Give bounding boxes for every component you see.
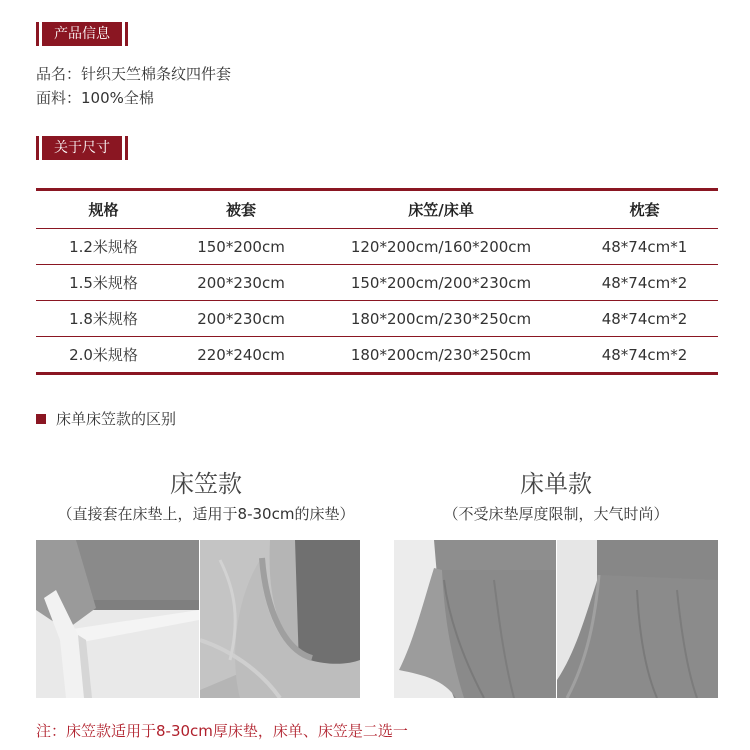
cell-spec: 1.8米规格: [36, 301, 171, 337]
cell-duvet: 150*200cm: [171, 229, 311, 265]
table-row: [36, 229, 718, 265]
cell-sheet: 120*200cm/160*200cm: [311, 229, 571, 265]
compare-title-text: 床单床笠款的区别: [56, 410, 177, 428]
tag-left-bar: [36, 22, 39, 46]
fitted-bed-photo: [36, 540, 199, 698]
table-row: [36, 301, 718, 337]
cell-pillowcase: 48*74cm*2: [571, 265, 718, 301]
cell-sheet: 180*200cm/230*250cm: [311, 301, 571, 337]
tag-right-bar: [125, 136, 128, 160]
table-bottom-rule: [36, 372, 718, 375]
header-sheet: 床笠/床单: [408, 201, 474, 219]
section-tag-product-info: [36, 22, 128, 46]
section-tag-size: [36, 136, 128, 160]
fitted-title: 床笠款: [170, 470, 242, 498]
header-duvet: 被套: [225, 201, 256, 219]
tag-left-bar: [36, 136, 39, 160]
flat-sheet-corner-photo: [557, 540, 718, 698]
section-tag-label: 关于尺寸: [42, 136, 122, 160]
flat-title: 床单款: [520, 470, 592, 498]
product-name: 品名：针织天竺棉条纹四件套: [36, 65, 232, 83]
cell-sheet: 150*200cm/200*230cm: [311, 265, 571, 301]
size-table: [36, 188, 718, 375]
fitted-corner-photo: [200, 540, 360, 698]
cell-pillowcase: 48*74cm*1: [571, 229, 718, 265]
flat-desc: （不受床垫厚度限制，大气时尚）: [443, 505, 669, 523]
table-row: [36, 337, 718, 373]
cell-duvet: 200*230cm: [171, 265, 311, 301]
fitted-desc: （直接套在床垫上，适用于8-30cm的床垫）: [57, 505, 355, 523]
cell-spec: 2.0米规格: [36, 337, 171, 373]
table-header-row: [36, 191, 718, 229]
compare-section-title: [36, 408, 176, 429]
cell-spec: 1.2米规格: [36, 229, 171, 265]
cell-duvet: 200*230cm: [171, 301, 311, 337]
tag-right-bar: [125, 22, 128, 46]
header-pillowcase: 枕套: [629, 201, 660, 219]
header-spec: 规格: [88, 201, 119, 219]
table-row: [36, 265, 718, 301]
product-material: 面料：100%全棉: [36, 89, 154, 107]
section-tag-label: 产品信息: [42, 22, 122, 46]
cell-spec: 1.5米规格: [36, 265, 171, 301]
footnote: 注：床笠款适用于8-30cm厚床垫，床单、床笠是二选一: [36, 722, 408, 740]
cell-pillowcase: 48*74cm*2: [571, 337, 718, 373]
cell-duvet: 220*240cm: [171, 337, 311, 373]
cell-pillowcase: 48*74cm*2: [571, 301, 718, 337]
cell-sheet: 180*200cm/230*250cm: [311, 337, 571, 373]
square-bullet-icon: [36, 414, 46, 424]
flat-sheet-photo: [394, 540, 556, 698]
